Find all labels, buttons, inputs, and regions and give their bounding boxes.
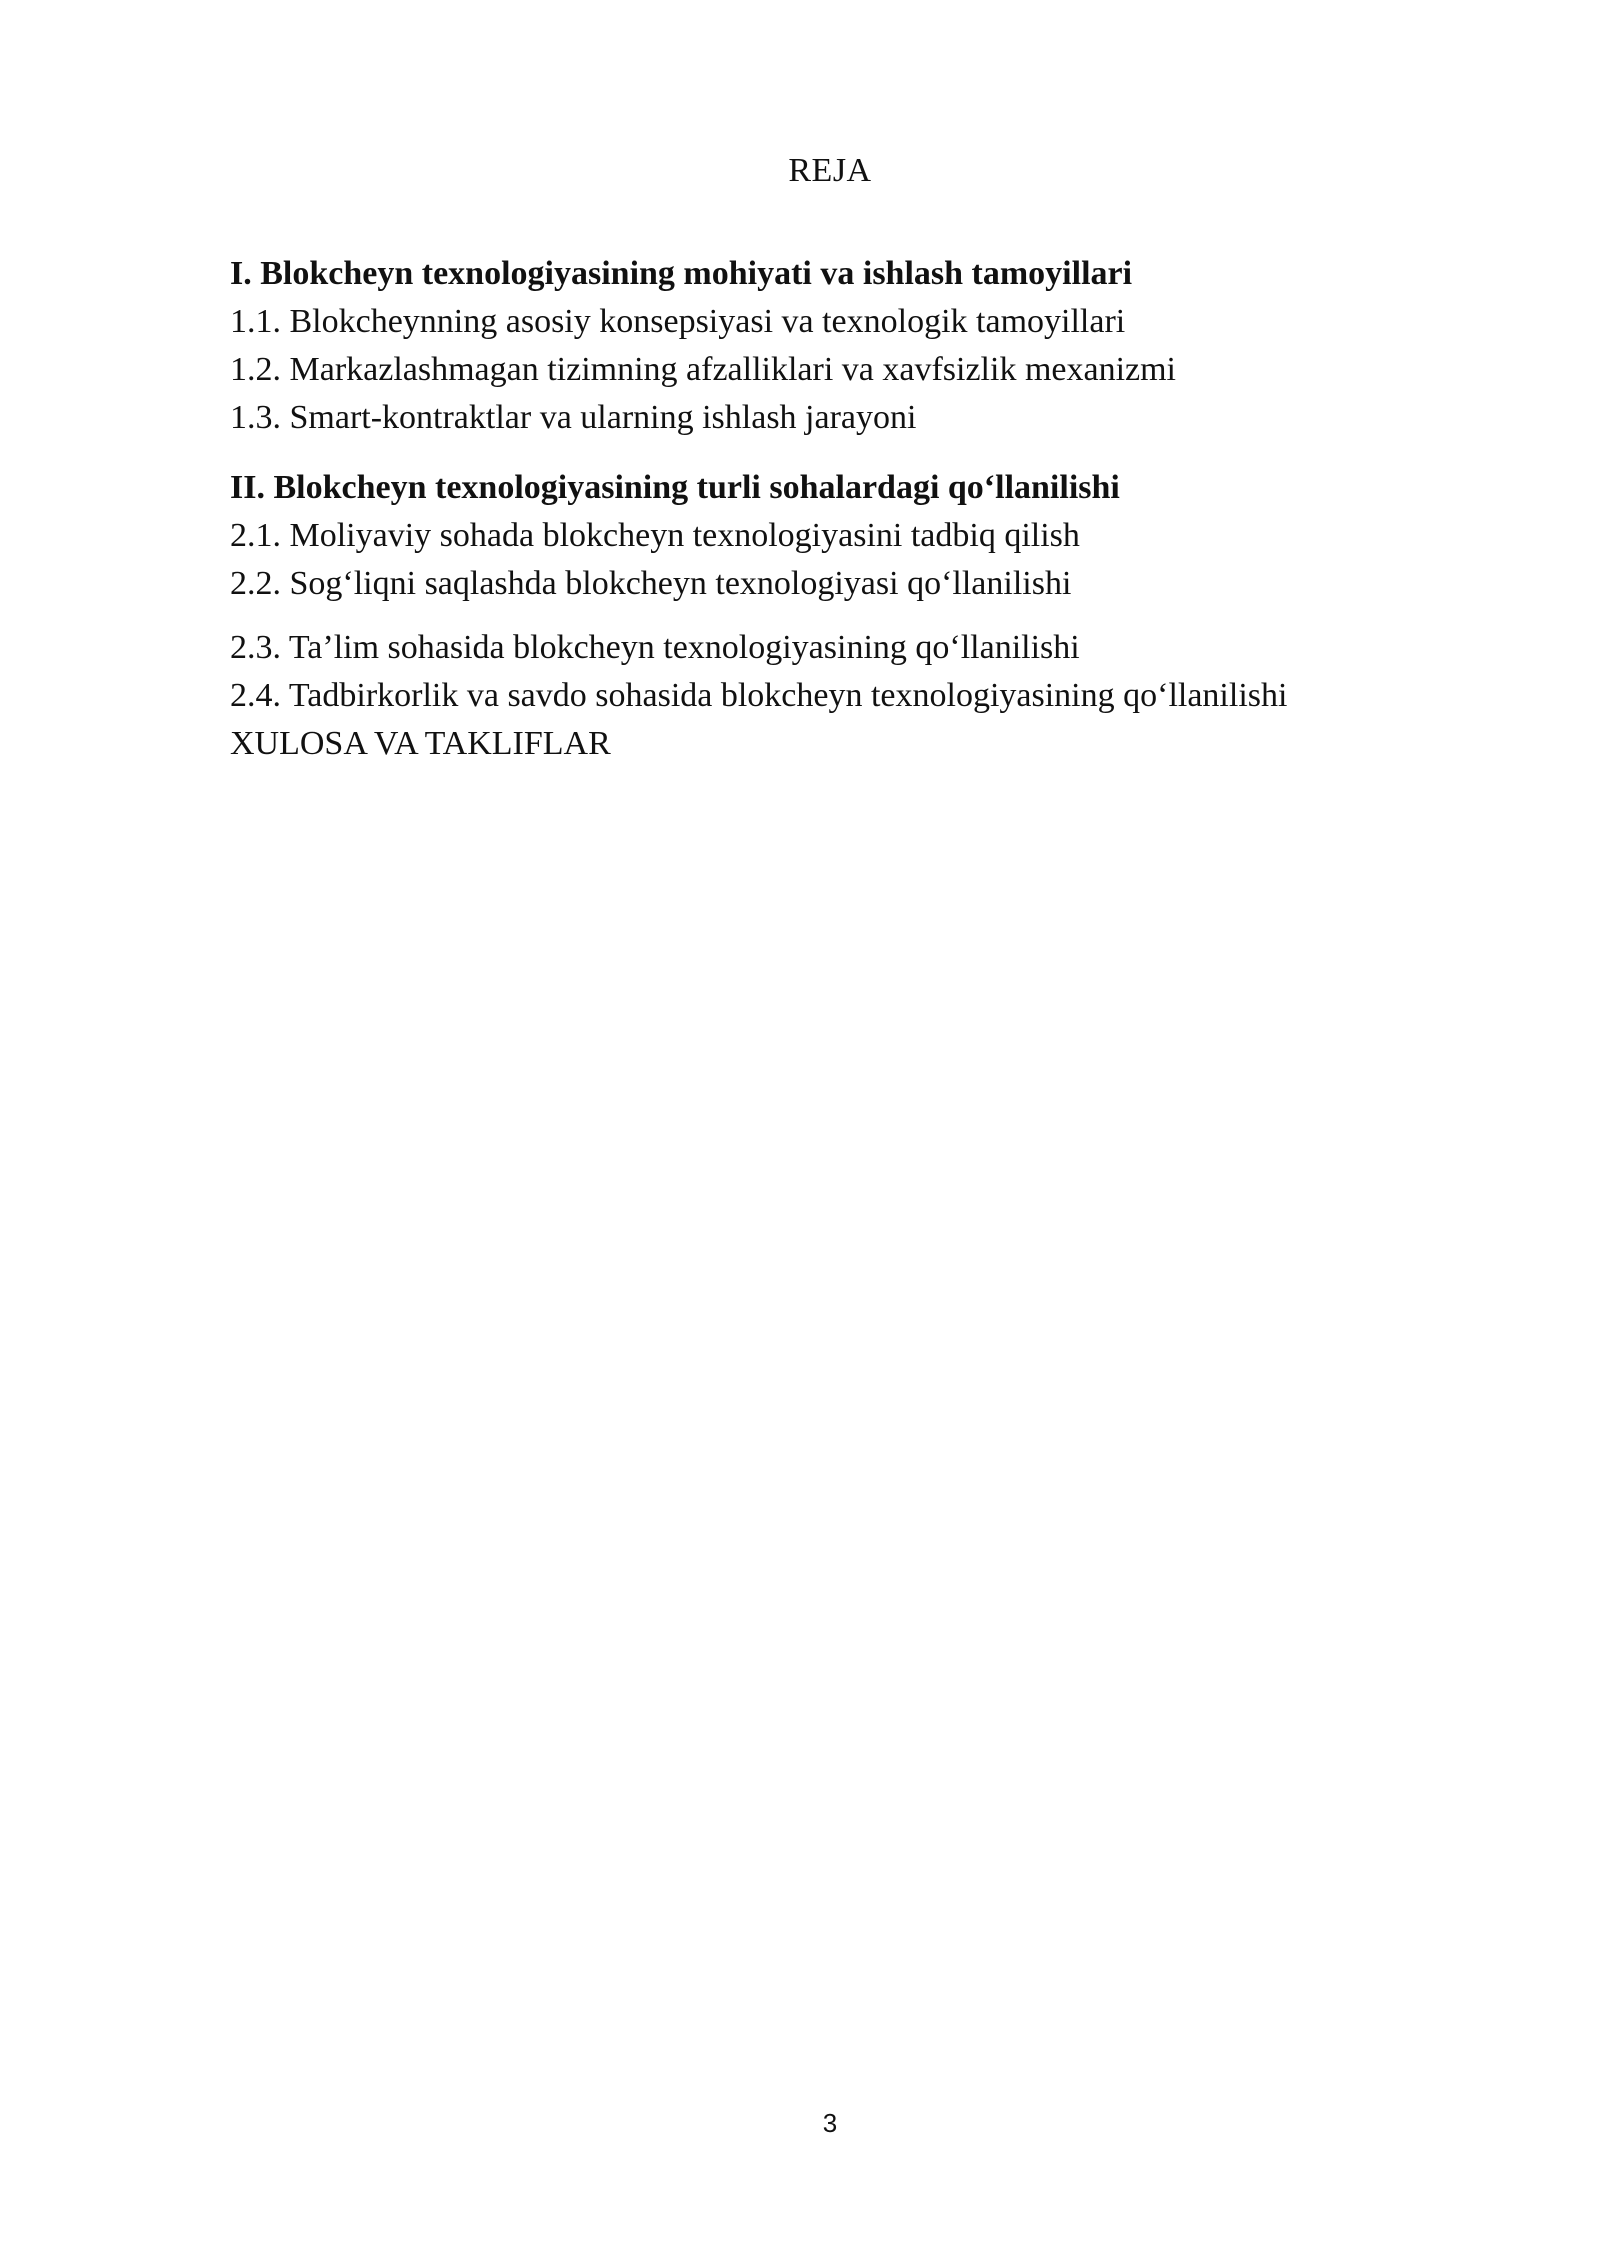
conclusion-heading: XULOSA VA TAKLIFLAR [230,725,611,762]
section-item: 2.2. Sog‘liqni saqlashda blokcheyn texnologiyasi qo‘llanilishi [230,565,1072,602]
section-item: 1.3. Smart-kontraktlar va ularning ishlash jarayoni [230,399,917,436]
section-item: 1.1. Blokcheynning asosiy konsepsiyasi va texnologik tamoyillari [230,303,1126,340]
section-1 [230,250,1510,442]
section-item: 2.3. Ta’lim sohasida blokcheyn texnologiyasining qo‘llanilishi [230,629,1080,666]
section-heading: I. Blokcheyn texnologiyasining mohiyati va ishlash tamoyillari [230,255,1133,292]
section-heading: II. Blokcheyn texnologiyasining turli sohalardagi qo‘llanilishi [230,469,1120,506]
section-2 [230,464,1510,768]
section-item: 1.2. Markazlashmagan tizimning afzalliklari va xavfsizlik mexanizmi [230,351,1177,388]
plan-outline [230,250,1510,768]
section-item: 2.4. Tadbirkorlik va savdo sohasida blokcheyn texnologiyasining qo‘llanilishi [230,677,1288,714]
section-item: 2.1. Moliyaviy sohada blokcheyn texnologiyasini tadbiq qilish [230,517,1080,554]
document-title: REJA [788,152,872,189]
page-number: 3 [822,2108,838,2138]
